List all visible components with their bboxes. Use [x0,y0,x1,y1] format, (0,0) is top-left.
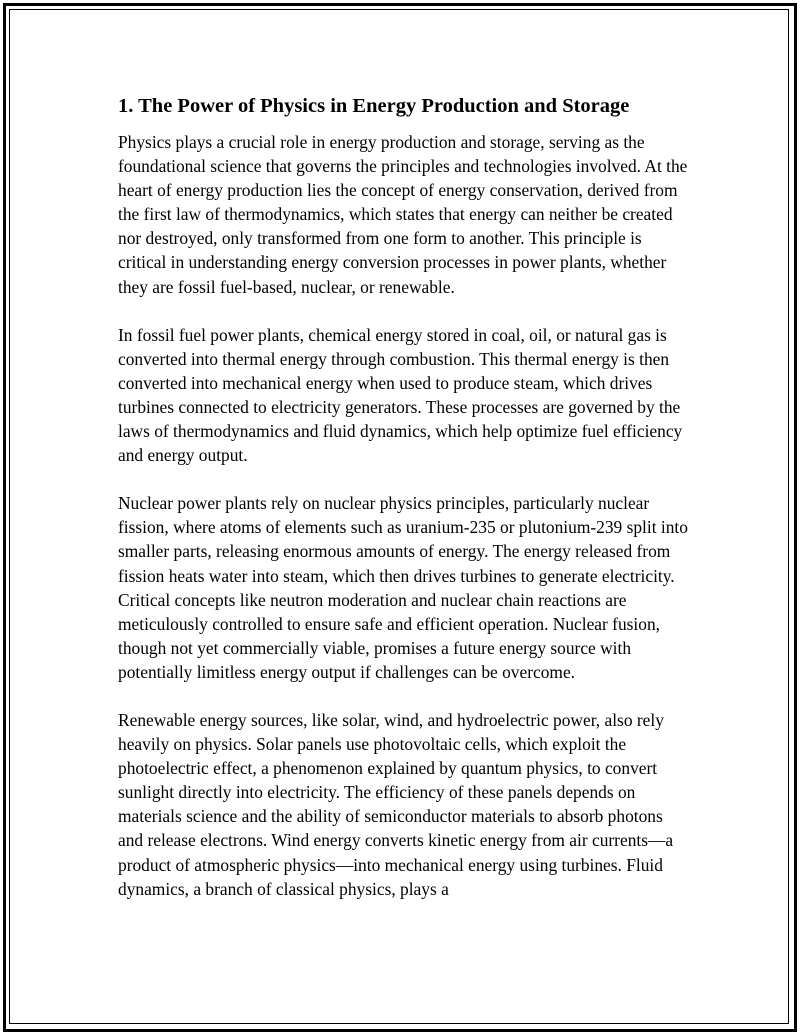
paragraph-renewable: Renewable energy sources, like solar, wind, and hydroelectric power, also rely heavily on physics. Solar panels use photovoltaic cells, which exploit the photoelectric effect, a phenomenon explained by quantum physics, to convert sunlight directly into electricity. The efficiency of these panels depends on materials science and the ability of semiconductor materials to absorb photons and release electrons. Wind energy converts kinetic energy from air currents—a product of atmospheric physics—into mechanical energy using turbines. Fluid dynamics, a branch of classical physics, plays a [118,709,674,899]
paragraph-nuclear: Nuclear power plants rely on nuclear physics principles, particularly nuclear fission, where atoms of elements such as uranium-235 or plutonium-239 split into smaller parts, releasing enormous amounts of energy. The energy released from fission heats water into steam, which then drives turbines to generate electricity. Critical concepts like neutron moderation and nuclear chain reactions are meticulously controlled to ensure safe and efficient operation. Nuclear fusion, though not yet commercially viable, promises a future energy source with potentially limitless energy output if challenges can be overcome. [118,493,688,682]
document-body [118,92,688,925]
section-heading: 1. The Power of Physics in Energy Production and Storage [118,95,630,117]
paragraph-energy-conservation: Physics plays a crucial role in energy production and storage, serving as the foundational science that governs the principles and technologies involved. At the heart of energy production lies the concept of energy conservation, derived from the first law of thermodynamics, which states that energy can neither be created nor destroyed, only transformed from one form to another. This principle is critical in understanding energy conversion processes in power plants, whether they are fossil fuel-based, nuclear, or renewable. [118,132,688,297]
paragraph-fossil-fuel: In fossil fuel power plants, chemical energy stored in coal, oil, or natural gas is converted into thermal energy through combustion. This thermal energy is then converted into mechanical energy when used to produce steam, which drives turbines connected to electricity generators. These processes are governed by the laws of thermodynamics and fluid dynamics, which help optimize fuel efficiency and energy output. [118,324,683,466]
